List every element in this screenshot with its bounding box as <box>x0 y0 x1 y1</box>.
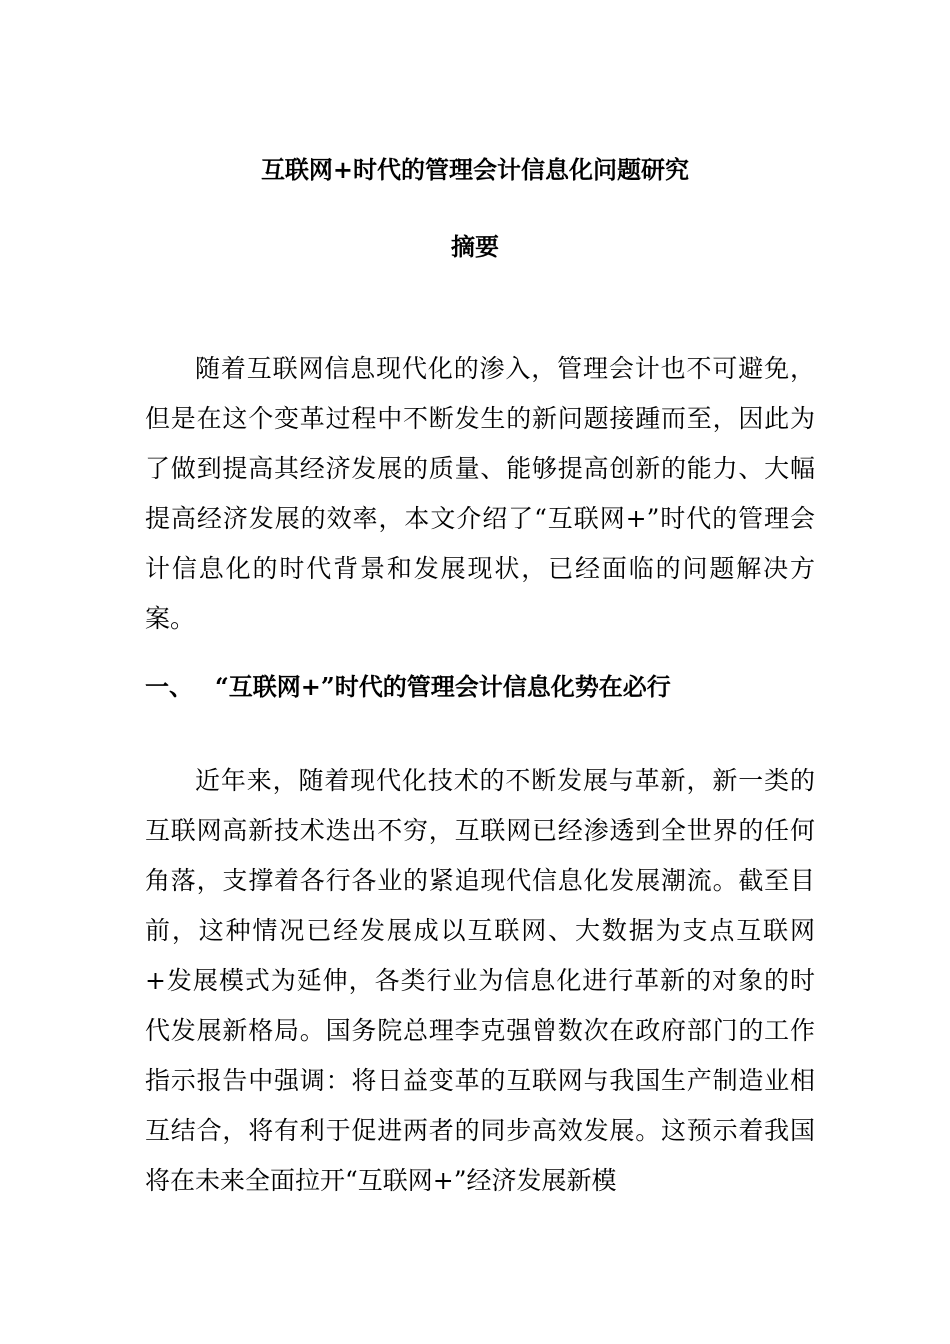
section-1-number: 一、 <box>145 672 193 701</box>
abstract-heading: 摘要 <box>451 232 499 261</box>
section-1-heading-text: “互联网+”时代的管理会计信息化势在必行 <box>215 672 671 701</box>
abstract-paragraph: 随着互联网信息现代化的渗入，管理会计也不可避免，但是在这个变革过程中不断发生的新问题接踵而至，因此为了做到提高其经济发展的质量、能够提高创新的能力、大幅提高经济发展的效率，本文介绍了“互联网+”时代的管理会计信息化的时代背景和发展现状，已经面临的问题解决方案。 <box>145 354 815 633</box>
section-1-heading <box>145 667 815 707</box>
document-title: 互联网+时代的管理会计信息化问题研究 <box>260 155 690 184</box>
section-1-paragraph: 近年来，随着现代化技术的不断发展与革新，新一类的互联网高新技术迭出不穷，互联网已经渗透到全世界的任何角落，支撑着各行各业的紧追现代信息化发展潮流。截至目前，这种情况已经发展成以互联网、大数据为支点互联网+发展模式为延伸，各类行业为信息化进行革新的对象的时代发展新格局。国务院总理李克强曾数次在政府部门的工作指示报告中强调：将日益变革的互联网与我国生产制造业相互结合，将有利于促进两者的同步高效发展。这预示着我国将在未来全面拉开“互联网+”经济发展新模 <box>145 766 815 1195</box>
